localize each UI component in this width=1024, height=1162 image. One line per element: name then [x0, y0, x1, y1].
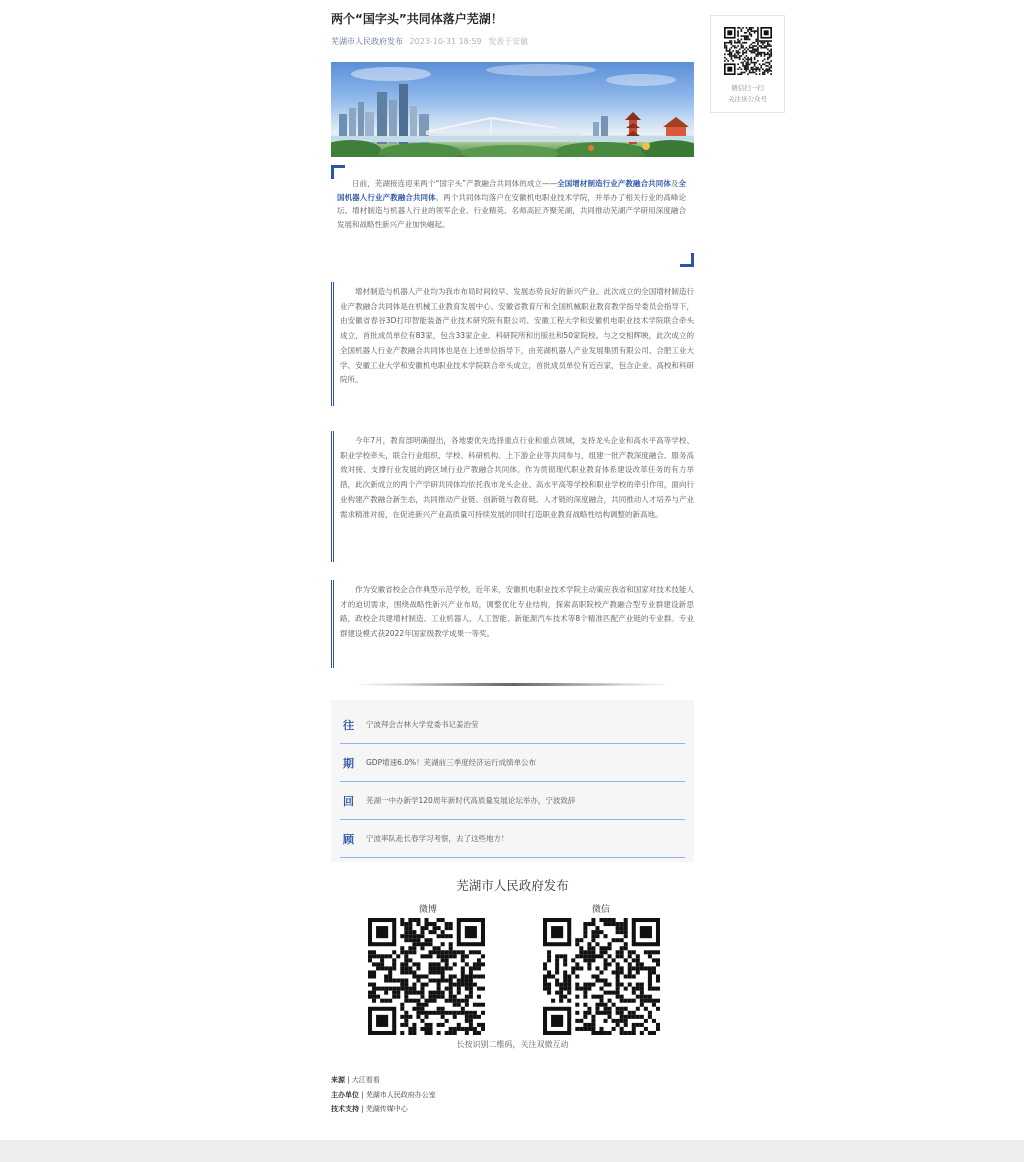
- intro-text-1: 日前，芜湖接连迎来两个“国字头”产教融合共同体的成立——: [352, 179, 558, 188]
- follow-qr-caption: [711, 83, 784, 105]
- related-articles: [331, 700, 694, 862]
- intro-paragraph: [337, 177, 686, 231]
- article-title: 两个“国字头”共同体落户芜湖！: [331, 12, 503, 26]
- related-item[interactable]: [340, 744, 685, 782]
- account-name-link[interactable]: 芜湖市人民政府发布: [331, 37, 403, 46]
- tech-key: 技术支持: [331, 1105, 359, 1113]
- weibo-label: 微博: [418, 905, 437, 915]
- body-block-1: [331, 282, 694, 406]
- body-block-3: [331, 580, 694, 668]
- follow-qr-line2: 关注该公众号: [728, 95, 767, 103]
- intro-text-3: 。两个共同体均落户在安徽机电职业技术学院，并举办了相关行业的高峰论坛。增材制造与机器人行业的领军企业、行业精英、名师高匠齐聚芜湖，共同推动芜湖产学研用深度融合发展和战略性新兴产业加快崛起。: [337, 192, 686, 229]
- article: [331, 10, 694, 1113]
- related-item-char: 顾: [343, 832, 354, 846]
- weixin-label: 微信: [591, 905, 610, 915]
- intro-summary-box: [331, 165, 694, 267]
- article-meta: [331, 36, 694, 48]
- related-item[interactable]: [340, 706, 685, 744]
- source-line: 来源 | 大江看看: [331, 1076, 380, 1084]
- host-value: 芜湖市人民政府办公室: [365, 1090, 436, 1099]
- related-item-link[interactable]: GDP增速6.0%！芜湖前三季度经济运行成绩单公布: [366, 758, 537, 767]
- follow-qr-code[interactable]: [724, 27, 772, 75]
- body-paragraph-2: 今年7月，教育部明确提出，各地要优先选择重点行业和重点领域，支持龙头企业和高水平高等学校、职业学校牵头，联合行业组织、学校、科研机构、上下游企业等共同参与，组建一批产教深度融合、服务高效对接、支撑行业发展的跨区域行业产教融合共同体。作为贯彻现代职业教育体系建设改革任务的有力举措，此次新成立的两个产学研共同体均依托我市龙头企业、高水平高等学校和职业学校的牵引作用，面向行业构建产教融合新生态，共同推动产业链、创新链与教育链、人才链的深度融合，共同推动人才培养与产业需求精准对接，在促进新兴产业高质量可持续发展的同时打造职业教育战略性结构调整的新高地。: [340, 436, 694, 519]
- weixin-qr-code[interactable]: [543, 918, 660, 1035]
- body-block-2: [331, 431, 694, 562]
- related-item[interactable]: [340, 820, 685, 858]
- host-line: 主办单位 | 芜湖市人民政府办公室: [331, 1090, 436, 1099]
- related-item-char: 往: [343, 718, 354, 732]
- banner-image: [331, 62, 694, 157]
- follow-qr-panel: [710, 15, 785, 113]
- follow-qr-line1: 微信扫一扫: [731, 84, 764, 92]
- bottom-bar: [0, 1140, 1024, 1162]
- publish-time: 2023-10-31 18:59: [409, 37, 482, 46]
- related-item[interactable]: [340, 782, 685, 820]
- related-item-link[interactable]: 宁波率队赴长春学习考察，去了这些地方！: [366, 834, 509, 843]
- body-paragraph-3: 作为安徽省校企合作典型示范学校，近年来，安徽机电职业技术学院主动策应我省和国家对技术技能人才的迫切需求，围绕战略性新兴产业布局，调整优化专业结构，探索高职院校产教融合型专业群建设新思路，政校企共建增材制造、工业机器人、人工智能、新能源汽车技术等8个精准匹配产业链的专业群。专业群建设模式获2022年国家级教学成果一等奖。: [340, 585, 694, 639]
- footer-account-name: 芜湖市人民政府发布: [456, 878, 569, 893]
- related-item-char: 期: [343, 756, 354, 770]
- tech-line: 技术支持 | 芜湖传媒中心: [331, 1105, 408, 1113]
- intro-highlight-2: 全国机器人行业产教融合共同体: [337, 179, 687, 202]
- related-item-char: 回: [343, 794, 354, 808]
- source-key: 来源: [331, 1076, 345, 1084]
- source-credits: [331, 1073, 436, 1117]
- related-item-link[interactable]: 宁波拜会吉林大学党委书记姜治莹: [366, 720, 479, 729]
- body-paragraph-1: 增材制造与机器人产业均为我市布局时间较早、发展态势良好的新兴产业。此次成立的全国增材制造行业产教融合共同体是在机械工业教育发展中心、安徽省教育厅和全国机械职业教育教学指导委员会指导下，由安徽省春谷3D打印智能装备产业技术研究院有限公司、安徽工程大学和安徽机电职业技术学院联合牵头成立，首批成员单位有83家，包含33家企业、科研院所和出版社和50家院校。与之交相辉映，此次成立的全国机器人行业产教融合共同体也是在上述单位指导下，由芜湖机器人产业发展集团有限公司、合肥工业大学、安徽工业大学和安徽机电职业技术学院联合牵头成立，首批成员单位有近百家，包含企业、高校和科研院所。: [340, 287, 694, 385]
- host-key: 主办单位: [331, 1090, 359, 1099]
- tech-value: 芜湖传媒中心: [365, 1105, 408, 1113]
- intro-text-2: 及: [670, 179, 679, 188]
- weibo-qr-code[interactable]: [368, 918, 485, 1035]
- related-item-link[interactable]: 芜湖一中办新学120周年新时代高质量发展论坛举办，宁波致辞: [366, 796, 576, 805]
- city-skyline-illustration: [331, 62, 694, 157]
- corner-bracket-bottom-right: [680, 253, 694, 267]
- intro-highlight-1: 全国增材制造行业产教融合共同体: [557, 179, 671, 188]
- section-divider: [351, 683, 674, 686]
- corner-bracket-top-left: [331, 165, 345, 179]
- publish-location: 发表于安徽: [488, 37, 529, 46]
- qr-caption: 长按识别二维码，关注双微互动: [456, 1040, 569, 1049]
- source-value: 大江看看: [351, 1076, 380, 1084]
